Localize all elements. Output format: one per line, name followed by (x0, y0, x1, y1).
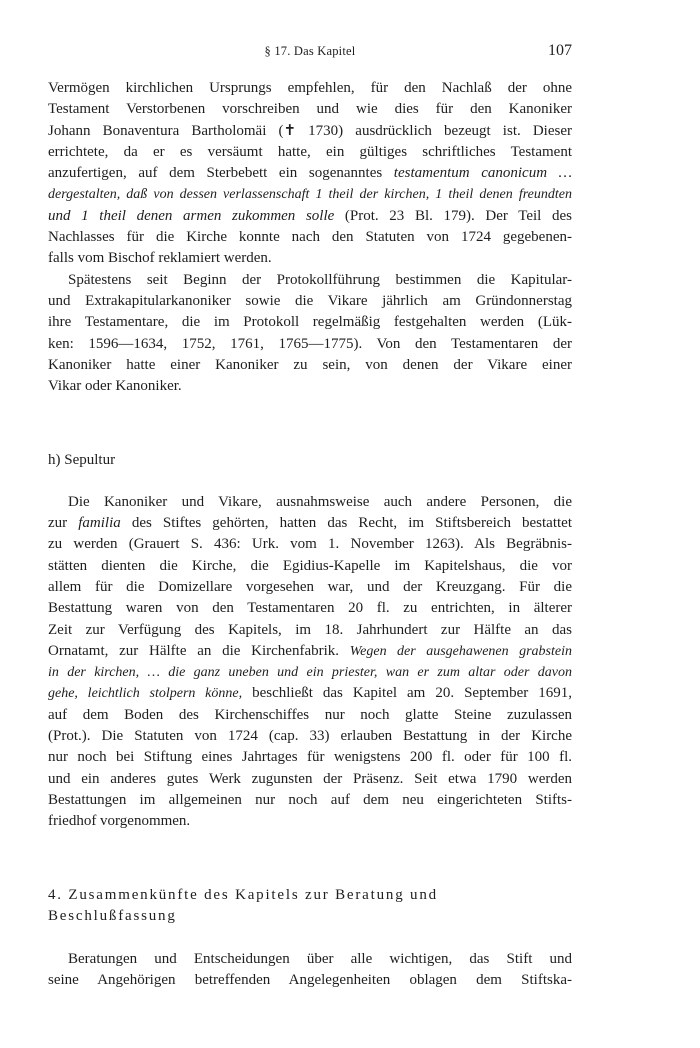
text-line (48, 513, 572, 534)
text-line: Vermögen kirchlichen Ursprungs empfehlen, für den Nachlaß der ohne (48, 80, 572, 96)
text-line: Johann Bonaventura Bartholomäi (✝ 1730) ausdrücklich bezeugt ist. Dieser (48, 122, 572, 139)
subheading-sepultur: h) Sepultur (48, 452, 116, 469)
running-head: § 17. Das Kapitel (264, 44, 356, 58)
quotation-line: in der kirchen, … die ganz uneben und ein priester, wan er zum altar oder davon (48, 665, 572, 681)
page-header (48, 42, 572, 66)
section-heading-4 (48, 885, 572, 927)
text-line: (Prot.). Die Statuten von 1724 (cap. 33) erlauben Bestattung in der Kirche (48, 728, 572, 745)
text-line (48, 163, 572, 184)
text-run: zur (48, 515, 79, 532)
text-line: friedhof vorgenommen. (48, 813, 191, 830)
text-line: Bestattung waren von den Testamentaren 20 fl. zu entrichten, in älterer (48, 600, 572, 617)
text-line: Beratungen und Entscheidungen über alle wichtigen, das Stift und (68, 950, 572, 967)
quotation-line: gehe, leichtlich stolpern könne, (48, 686, 243, 702)
text-line: Spätestens seit Beginn der Protokollführung bestimmen die Kapitular- (68, 271, 572, 288)
text-line: Die Kanoniker und Vikare, ausnahmsweise auch andere Personen, die (68, 493, 572, 510)
quotation-line: und 1 theil denen armen zukommen solle (48, 207, 335, 224)
text-line: auf dem Boden des Kirchenschiffes nur noch glatte Steine zuzulassen (48, 706, 572, 723)
text-line: nur noch bei Stiftung eines Jahrtages für wenigstens 200 fl. oder für 100 fl. (48, 749, 572, 766)
text-run: Ornatamt, zur Hälfte an die Kirchenfabrik. (48, 642, 350, 659)
latin-quote: testamentum canonicum … (393, 165, 572, 182)
text-run: anzufertigen, auf dem Sterbebett ein sogenanntes (48, 165, 394, 182)
text-line (48, 184, 572, 205)
text-line: Bestattungen im allgemeinen nur noch auf dem neu eingerichteten Stifts- (48, 791, 572, 808)
text-line: allem für die Domizellare vorgesehen war, und der Kreuzgang. Für die (48, 578, 572, 595)
text-run: des Stiftes gehörten, hatten das Recht, im Stiftsbereich bestattet (120, 515, 572, 532)
text-line: errichtete, da er es versäumt hatte, ein gültiges schriftliches Testament (48, 143, 572, 160)
text-line: Zeit zur Verfügung des Kapitels, im 18. Jahrhundert zur Hälfte an das (48, 621, 572, 638)
latin-term: familia (78, 515, 121, 532)
text-line: Nachlasses für die Kirche konnte nach den Statuten von 1724 gegebenen- (48, 229, 572, 246)
text-line: ihre Testamentare, die im Protokoll regelmäßig festgehalten werden (Lük- (48, 314, 572, 331)
text-line (48, 662, 572, 683)
paragraph-testament (48, 78, 572, 270)
paragraph-testamentare (48, 270, 572, 398)
text-line (48, 206, 572, 227)
quotation-line: Wegen der ausgehawenen grabstein (349, 643, 572, 659)
text-line: und Extrakapitularkanoniker sowie die Vikare jährlich am Gründonnerstag (48, 292, 572, 309)
text-line: und ein anderes gutes Werk zugunsten der Präsenz. Seit etwa 1790 werden (48, 770, 572, 787)
text-line: Testament Verstorbenen vorschreiben und wie dies für den Kanoniker (48, 101, 572, 118)
quotation-line: dergestalten, daß von dessen verlassenschaft 1 theil der kirchen, 1 theil denen freundten (48, 187, 572, 203)
text-line: Kanoniker hatte einer Kanoniker zu sein, von denen der Vikare einer (48, 356, 572, 373)
section-heading-line: Beschlußfassung (48, 907, 177, 924)
text-line: falls vom Bischof reklamiert werden. (48, 250, 272, 267)
page-number: 107 (548, 42, 572, 59)
paragraph-sepultur (48, 492, 572, 833)
text-line: ken: 1596—1634, 1752, 1761, 1765—1775). Von den Testamentaren der (48, 335, 572, 352)
section-heading-line: 4. Zusammenkünfte des Kapitels zur Beratung und (48, 886, 438, 903)
text-run: beschließt das Kapitel am 20. September 1691, (242, 685, 572, 702)
text-line (48, 641, 572, 662)
text-line (48, 683, 572, 704)
body-text (48, 78, 572, 991)
text-line: seine Angehörigen betreffenden Angelegenheiten oblagen dem Stiftska- (48, 971, 572, 988)
paragraph-beratungen (48, 949, 572, 992)
text-line: zu werden (Grauert S. 436: Urk. vom 1. November 1263). Als Begräbnis- (48, 536, 572, 553)
text-line: Vikar oder Kanoniker. (48, 378, 182, 395)
text-run: (Prot. 23 Bl. 179). Der Teil des (334, 207, 572, 224)
text-line: stätten dienten die Kirche, die Egidius-Kapelle im Kapitelshaus, die vor (48, 557, 572, 574)
